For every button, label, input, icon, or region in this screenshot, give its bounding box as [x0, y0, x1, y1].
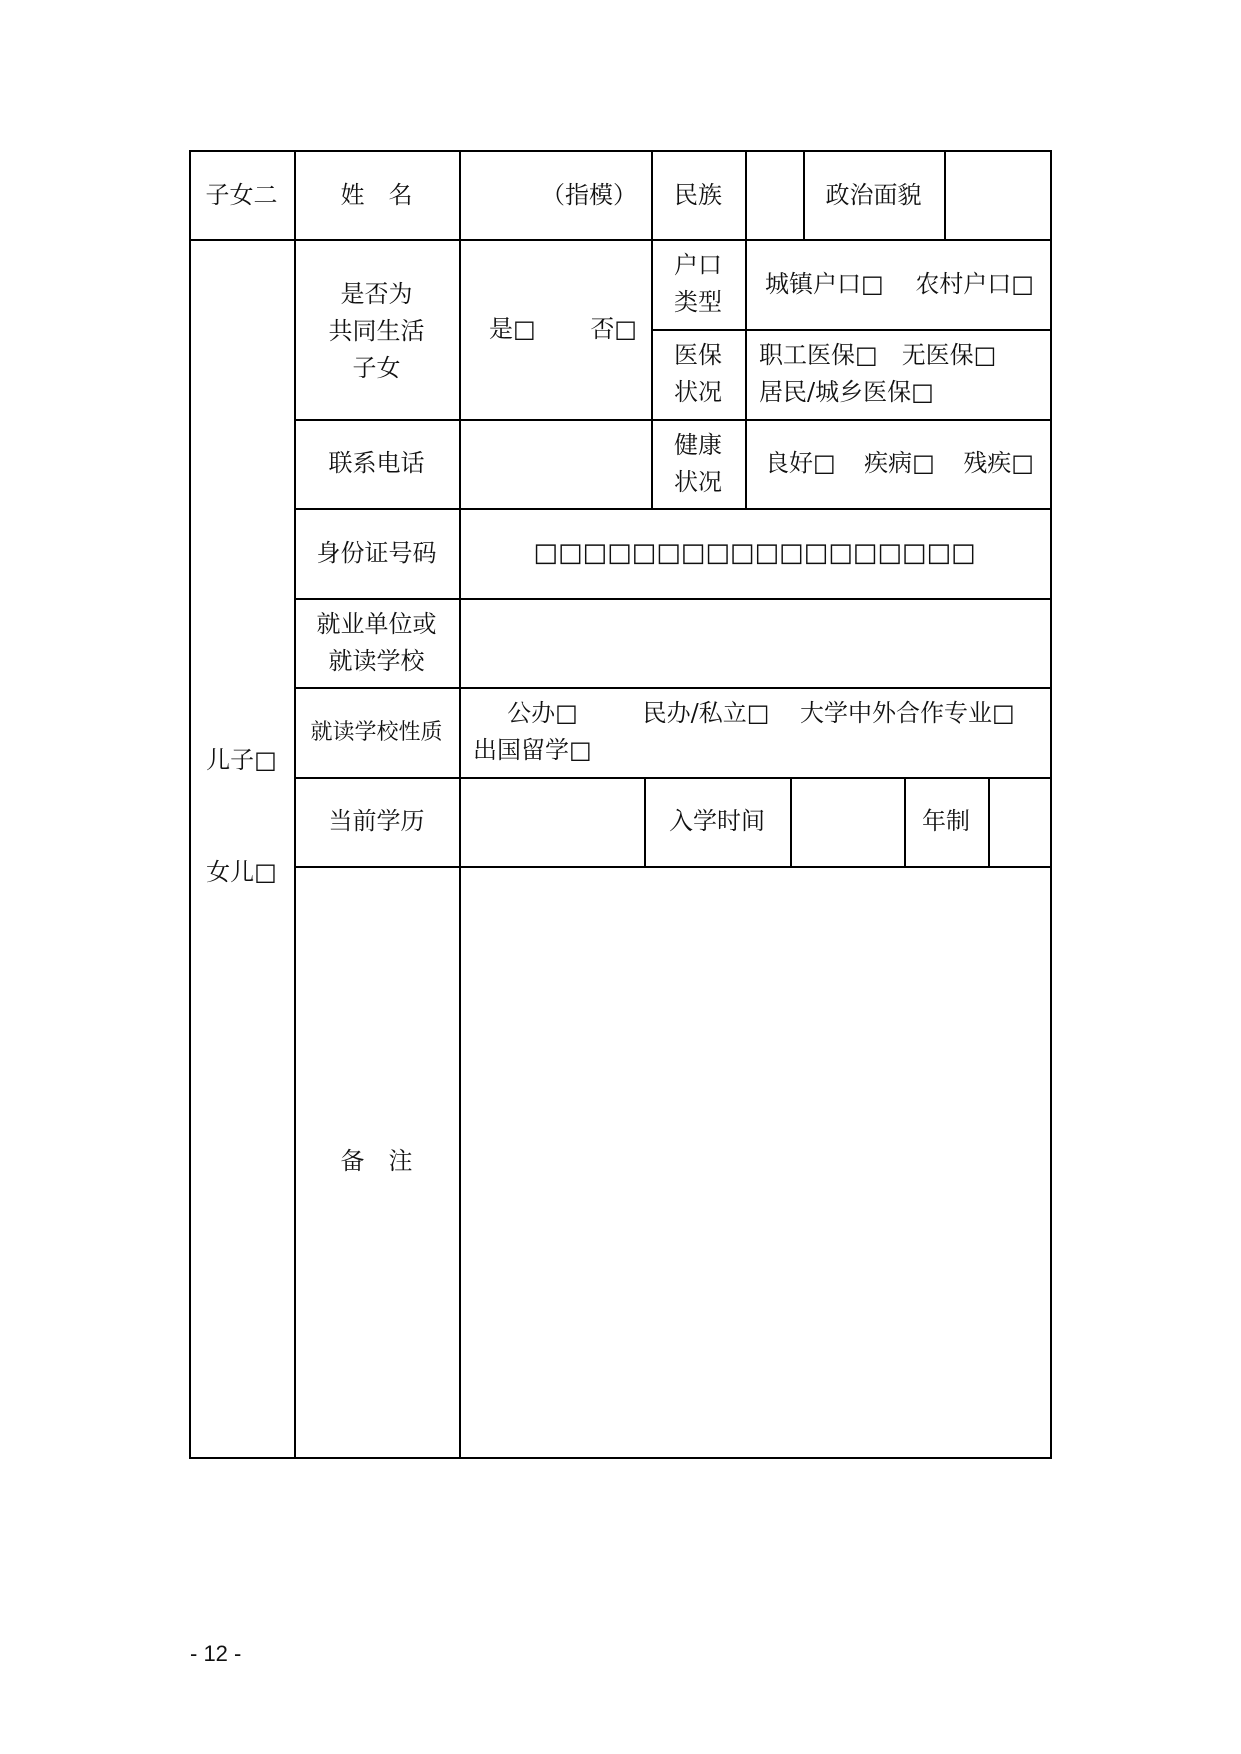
employer-label-line1: 就业单位或	[316, 609, 437, 638]
cohabit-label-line3: 子女	[352, 353, 401, 382]
enroll-field[interactable]	[790, 777, 904, 866]
insurance-none-checkbox[interactable]: 无医保□	[901, 341, 997, 369]
phone-label: 联系电话	[328, 449, 425, 477]
insurance-label	[651, 329, 745, 419]
health-good-checkbox[interactable]: 良好□	[765, 449, 836, 477]
ethnicity-field[interactable]	[745, 150, 803, 240]
health-disabled-checkbox[interactable]: 残疾□	[963, 449, 1034, 477]
years-field[interactable]	[988, 777, 1050, 866]
son-checkbox[interactable]: 儿子□	[206, 745, 277, 774]
education-field[interactable]	[459, 777, 644, 866]
education-label: 当前学历	[328, 807, 425, 835]
ethnicity-label: 民族	[674, 180, 722, 209]
id-card-boxes[interactable]	[459, 508, 1050, 598]
employer-label	[294, 598, 459, 687]
politics-field[interactable]	[944, 150, 1050, 240]
page-number: - 12 -	[190, 1641, 242, 1666]
school-type-options	[459, 687, 1050, 777]
cohabit-label-line2: 共同生活	[328, 316, 425, 345]
fingerprint-note: （指模）	[541, 180, 637, 209]
employer-label-line2: 就读学校	[328, 646, 425, 675]
name-label: 姓 名	[340, 180, 413, 209]
insurance-label-line1: 医保	[674, 341, 722, 369]
health-label	[651, 419, 745, 508]
name-field[interactable]	[459, 150, 651, 240]
health-ill-checkbox[interactable]: 疾病□	[864, 449, 935, 477]
table-border-left	[189, 150, 191, 1459]
school-private-checkbox[interactable]: 民办/私立□	[642, 699, 770, 727]
table-border-bottom	[189, 1457, 1051, 1459]
table-border-right	[1050, 150, 1052, 1459]
hukou-urban-checkbox[interactable]: 城镇户口□	[765, 269, 884, 298]
insurance-options	[745, 329, 1050, 419]
insurance-employee-checkbox[interactable]: 职工医保□	[759, 341, 878, 369]
insurance-resident-checkbox[interactable]: 居民/城乡医保□	[759, 378, 934, 406]
cohabit-no-checkbox[interactable]: 否□	[590, 314, 637, 343]
remarks-label: 备 注	[340, 1147, 413, 1175]
id-card-label: 身份证号码	[316, 538, 437, 567]
insurance-label-line2: 状况	[674, 378, 722, 406]
school-public-checkbox[interactable]: 公办□	[507, 699, 578, 727]
hukou-label	[651, 239, 745, 329]
health-options	[745, 419, 1050, 508]
years-label: 年制	[922, 807, 970, 835]
child-label: 子女二	[205, 180, 278, 209]
cohabit-yes-checkbox[interactable]: 是□	[489, 314, 536, 343]
school-abroad-checkbox[interactable]: 出国留学□	[473, 736, 592, 764]
employer-field[interactable]	[459, 598, 1050, 687]
enroll-label: 入学时间	[669, 807, 765, 835]
remarks-field[interactable]	[459, 866, 1050, 1457]
politics-label: 政治面貌	[825, 180, 922, 209]
id-card-digit-boxes[interactable]: □□□□□□□□□□□□□□□□□□	[533, 537, 976, 568]
health-label-line1: 健康	[674, 430, 722, 459]
school-joint-checkbox[interactable]: 大学中外合作专业□	[800, 699, 1015, 727]
hukou-label-line1: 户口	[674, 251, 722, 279]
hukou-label-line2: 类型	[674, 288, 722, 316]
hukou-options	[745, 239, 1050, 329]
school-type-label: 就读学校性质	[310, 719, 443, 745]
phone-field[interactable]	[459, 419, 651, 508]
hukou-rural-checkbox[interactable]: 农村户口□	[915, 269, 1034, 298]
cohabit-label	[294, 239, 459, 419]
cohabit-label-line1: 是否为	[340, 279, 413, 308]
cohabit-options	[459, 239, 651, 419]
daughter-checkbox[interactable]: 女儿□	[206, 857, 277, 886]
health-label-line2: 状况	[674, 467, 722, 496]
